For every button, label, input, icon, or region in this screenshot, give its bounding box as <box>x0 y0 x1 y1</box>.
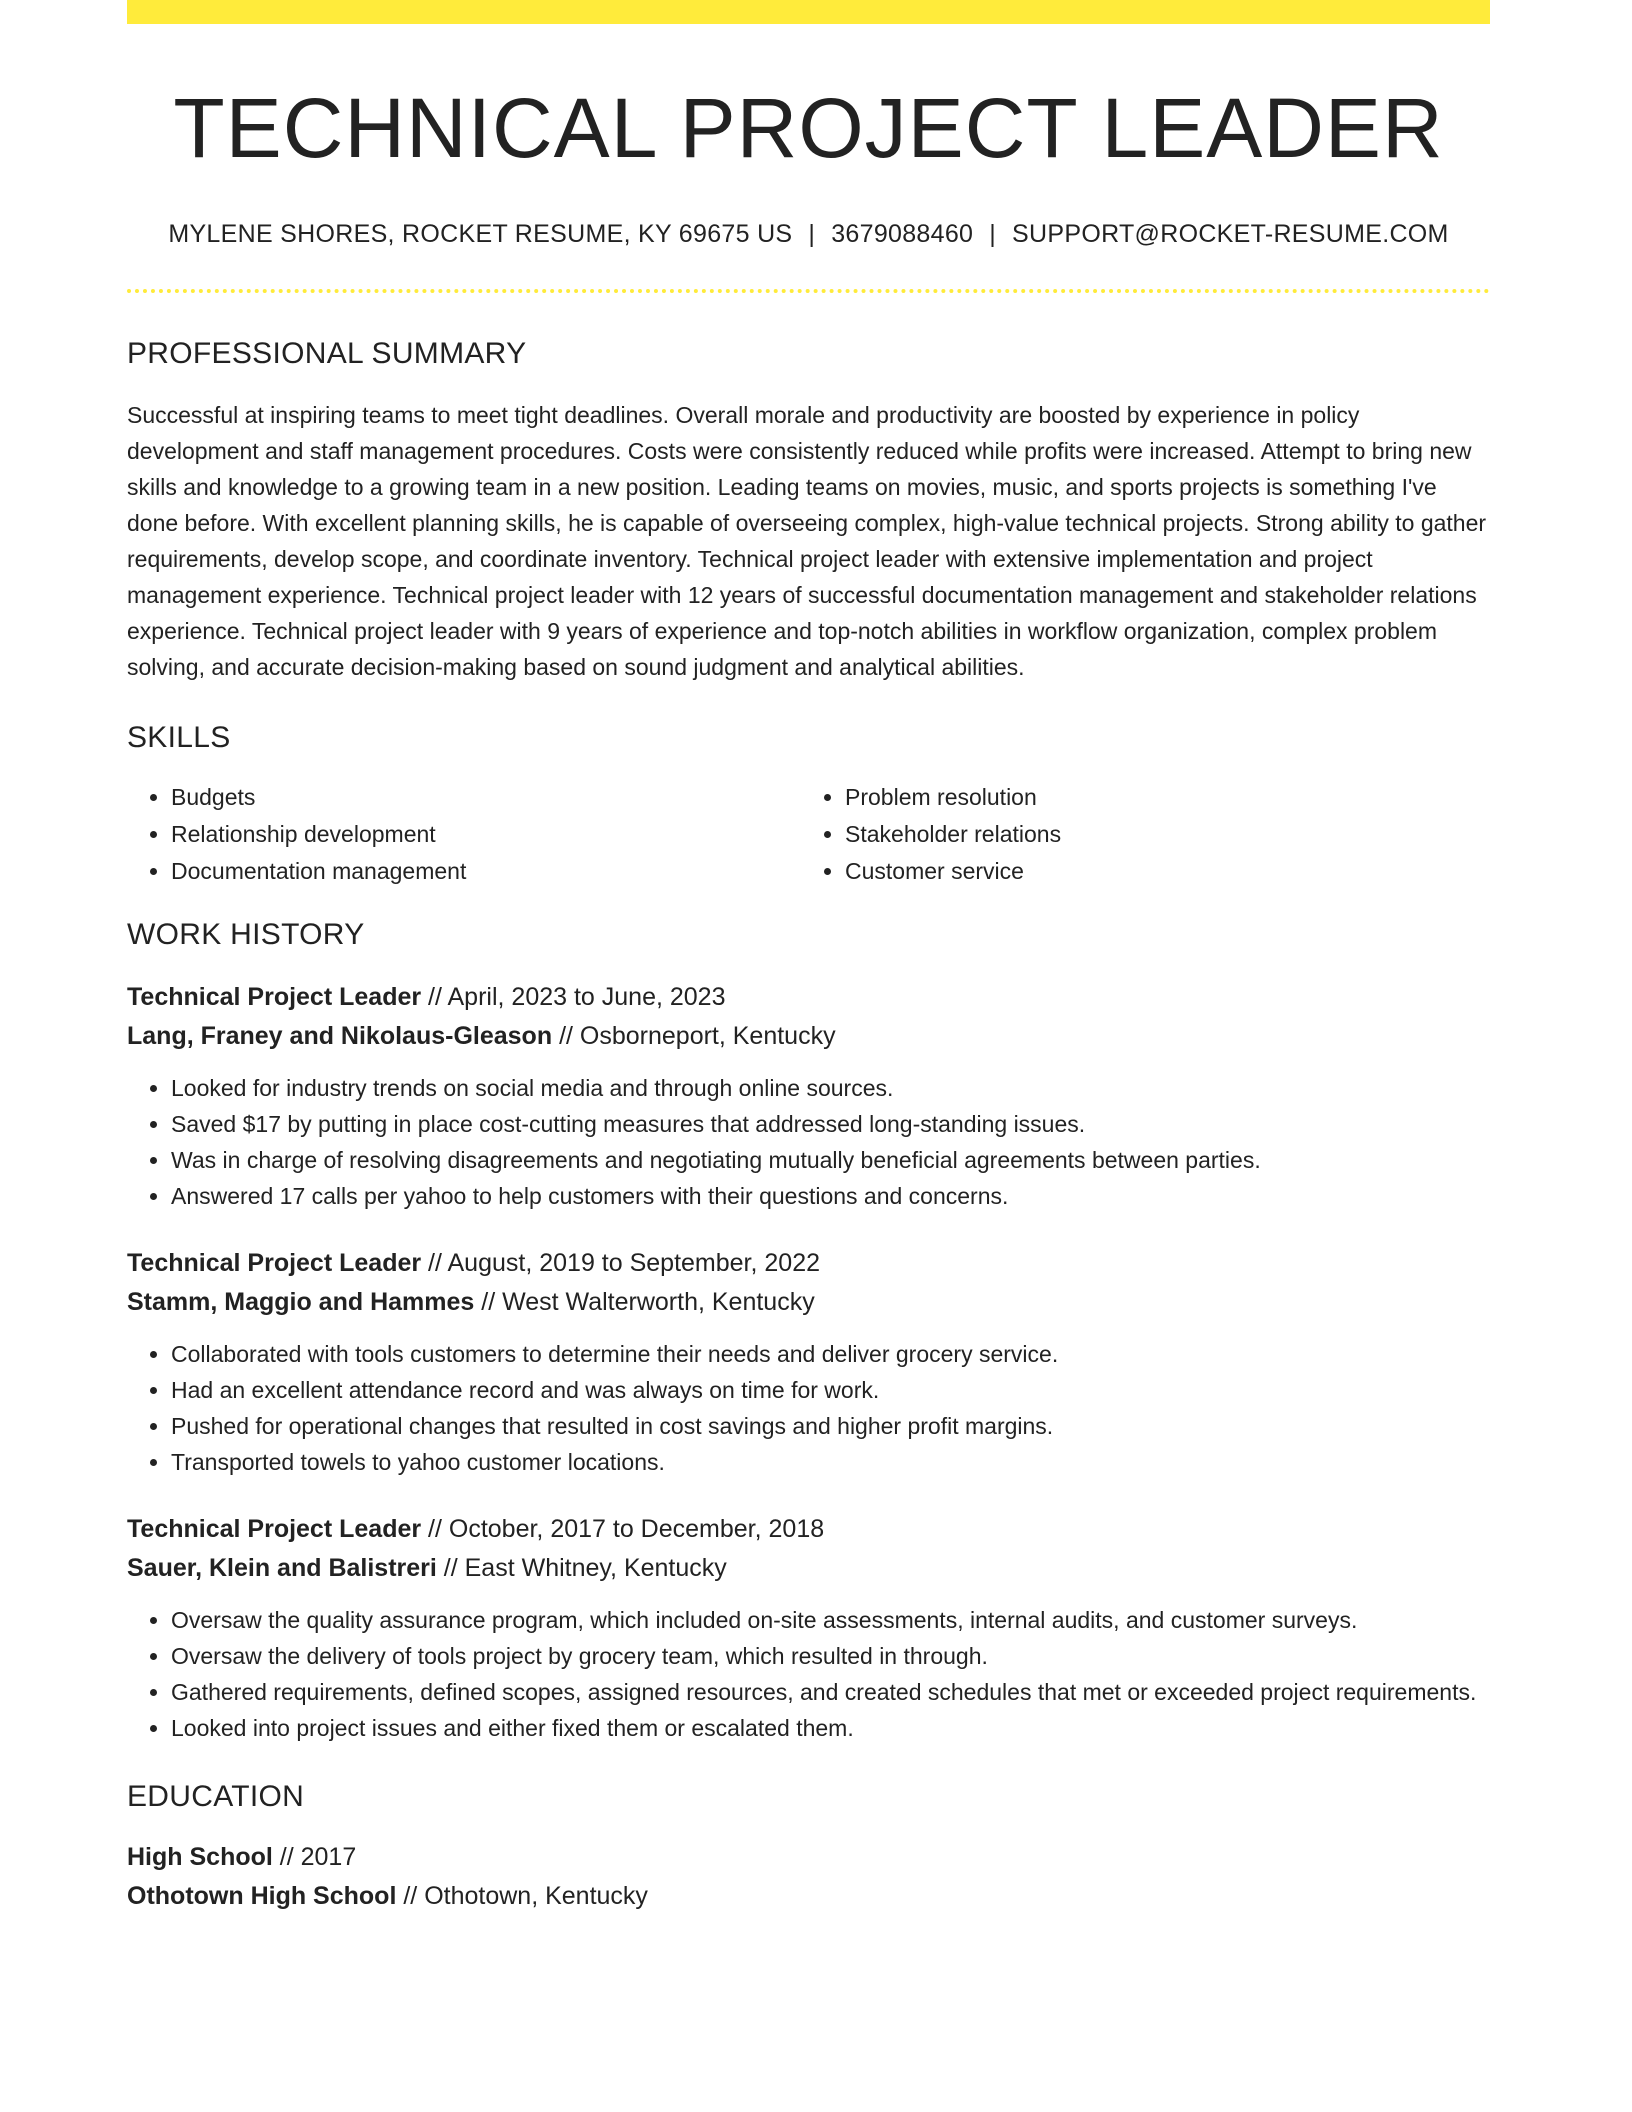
job-entry <box>127 1510 1490 1746</box>
job-title: Technical Project Leader <box>127 983 422 1012</box>
job-title: Technical Project Leader <box>127 1515 422 1544</box>
job-dates: // October, 2017 to December, 2018 <box>428 1515 825 1544</box>
education-degree-line <box>127 1838 1490 1877</box>
education-location: // Othotown, Kentucky <box>403 1882 648 1911</box>
job-entry <box>127 978 1490 1214</box>
job-bullet: • Pushed for operational changes that resulted in cost savings and higher profit margins. <box>171 1408 1490 1444</box>
job-company-line <box>127 1017 1490 1056</box>
skill-item: • Documentation management <box>171 853 801 890</box>
contact-phone: 3679088460 <box>831 220 974 249</box>
job-bullet: • Collaborated with tools customers to determine their needs and deliver grocery service. <box>171 1336 1490 1372</box>
header-divider <box>127 289 1490 293</box>
skill-item: • Budgets <box>171 779 801 816</box>
job-company-line <box>127 1549 1490 1588</box>
job-bullet: • Had an excellent attendance record and was always on time for work. <box>171 1372 1490 1408</box>
skill-item: • Problem resolution <box>845 779 1475 816</box>
job-bullets <box>127 1336 1490 1480</box>
job-location: // West Walterworth, Kentucky <box>481 1288 815 1317</box>
job-title-line <box>127 1510 1490 1549</box>
job-bullet: • Transported towels to yahoo customer locations. <box>171 1444 1490 1480</box>
job-bullet: • Saved $17 by putting in place cost-cutting measures that addressed long-standing issues. <box>171 1106 1490 1142</box>
job-company: Lang, Franey and Nikolaus-Gleason <box>127 1022 553 1051</box>
accent-top-bar <box>127 0 1490 24</box>
education-entry <box>127 1838 1490 1916</box>
job-bullets <box>127 1602 1490 1746</box>
education-school-line <box>127 1877 1490 1916</box>
contact-address: MYLENE SHORES, ROCKET RESUME, KY 69675 US <box>168 220 793 249</box>
skill-item: • Stakeholder relations <box>845 816 1475 853</box>
job-company: Stamm, Maggio and Hammes <box>127 1288 475 1317</box>
education-degree: High School <box>127 1843 273 1872</box>
skills-heading: SKILLS <box>127 721 231 755</box>
summary-text: Successful at inspiring teams to meet tight deadlines. Overall morale and productivity are boosted by experience in policy development and staff management procedures. Costs were consistently reduced while profits were increased. Attempt to bring new skills and knowledge to a growing team in a new position. Leading teams on movies, music, and sports projects is something I've done before. With excellent planning skills, he is capable of overseeing complex, high-value technical projects. Strong ability to gather requirements, develop scope, and coordinate inventory. Technical project leader with extensive implementation and project management experience. Technical project leader with 12 years of successful documentation management and stakeholder relations experience. Technical project leader with 9 years of experience and top-notch abilities in workflow organization, complex problem solving, and accurate decision-making based on sound judgment and analytical abilities. <box>127 402 1487 681</box>
job-title-line <box>127 1244 1490 1283</box>
job-title: Technical Project Leader <box>127 1249 422 1278</box>
resume-title: TECHNICAL PROJECT LEADER <box>173 81 1444 175</box>
skills-list <box>127 779 1490 890</box>
job-bullet: • Was in charge of resolving disagreements and negotiating mutually beneficial agreements between parties. <box>171 1142 1490 1178</box>
skill-item: • Customer service <box>845 853 1475 890</box>
job-company: Sauer, Klein and Balistreri <box>127 1554 437 1583</box>
contact-separator: | <box>808 220 816 249</box>
summary-heading: PROFESSIONAL SUMMARY <box>127 337 527 371</box>
job-entry <box>127 1244 1490 1480</box>
job-location: // East Whitney, Kentucky <box>443 1554 727 1583</box>
job-dates: // August, 2019 to September, 2022 <box>428 1249 821 1278</box>
education-heading: EDUCATION <box>127 1780 305 1814</box>
education-year: // 2017 <box>279 1843 357 1872</box>
job-bullet: • Oversaw the delivery of tools project by grocery team, which resulted in through. <box>171 1638 1490 1674</box>
job-bullet: • Oversaw the quality assurance program, which included on-site assessments, internal audits, and customer surveys. <box>171 1602 1490 1638</box>
job-bullet: • Looked into project issues and either fixed them or escalated them. <box>171 1710 1490 1746</box>
contact-line <box>127 220 1490 249</box>
job-location: // Osborneport, Kentucky <box>559 1022 836 1051</box>
job-company-line <box>127 1283 1490 1322</box>
job-bullet: • Gathered requirements, defined scopes, assigned resources, and created schedules that met or exceeded project requirements. <box>171 1674 1490 1710</box>
contact-separator: | <box>989 220 997 249</box>
work-history-heading: WORK HISTORY <box>127 918 365 952</box>
job-bullet: • Looked for industry trends on social media and through online sources. <box>171 1070 1490 1106</box>
job-bullet: • Answered 17 calls per yahoo to help customers with their questions and concerns. <box>171 1178 1490 1214</box>
skills-column-left <box>127 779 801 890</box>
resume-page <box>127 0 1490 1916</box>
job-title-line <box>127 978 1490 1017</box>
skills-column-right <box>801 779 1475 890</box>
education-school: Othotown High School <box>127 1882 397 1911</box>
job-bullets <box>127 1070 1490 1214</box>
job-dates: // April, 2023 to June, 2023 <box>428 983 726 1012</box>
contact-email: SUPPORT@ROCKET-RESUME.COM <box>1012 220 1449 249</box>
skill-item: • Relationship development <box>171 816 801 853</box>
